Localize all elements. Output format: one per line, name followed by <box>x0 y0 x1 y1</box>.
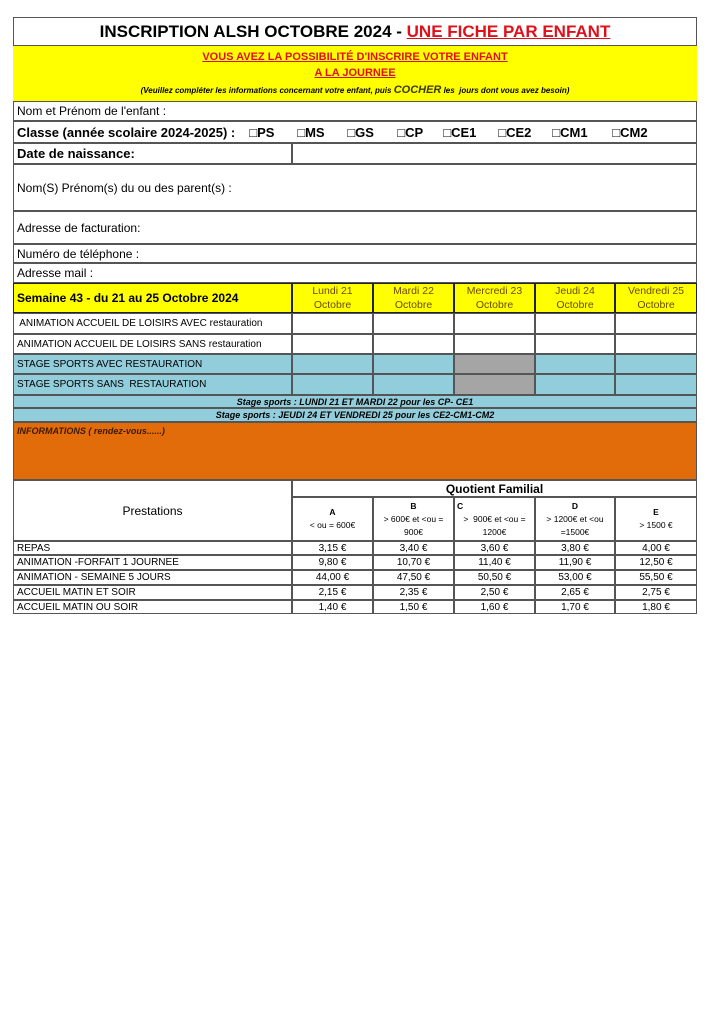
activity-alsh-without-meal: ANIMATION ACCUEIL DE LOISIRS SANS restauration <box>13 334 292 354</box>
sports-note-2: Stage sports : JEUDI 24 ET VENDREDI 25 pour les CE2-CM1-CM2 <box>13 408 697 422</box>
birth-date-input[interactable] <box>292 143 697 164</box>
price-cell: 2,75 € <box>615 585 697 600</box>
phone-field[interactable]: Numéro de téléphone : <box>13 244 697 263</box>
price-cell: 2,50 € <box>454 585 535 600</box>
price-cell: 3,15 € <box>292 541 373 555</box>
checkbox-alsh-nomeal-thu[interactable] <box>535 334 615 354</box>
information-label: INFORMATIONS ( rendez-vous......) <box>17 426 165 436</box>
price-cell: 47,50 € <box>373 570 454 585</box>
checkbox-sports-nomeal-tue[interactable] <box>373 374 454 395</box>
parents-field[interactable]: Nom(S) Prénom(s) du ou des parent(s) : <box>13 164 697 211</box>
checkbox-sports-nomeal-mon[interactable] <box>292 374 373 395</box>
checkbox-alsh-nomeal-mon[interactable] <box>292 334 373 354</box>
activity-sports-with-meal: STAGE SPORTS AVEC RESTAURATION <box>13 354 292 374</box>
price-cell: 3,40 € <box>373 541 454 555</box>
checkbox-sports-nomeal-fri[interactable] <box>615 374 697 395</box>
price-cell: 2,15 € <box>292 585 373 600</box>
checkbox-sports-meal-mon[interactable] <box>292 354 373 374</box>
price-cell: 44,00 € <box>292 570 373 585</box>
price-row-label: ACCUEIL MATIN OU SOIR <box>13 600 292 614</box>
price-cell: 55,50 € <box>615 570 697 585</box>
price-cell: 50,50 € <box>454 570 535 585</box>
price-row-label: REPAS <box>13 541 292 555</box>
price-row-label: ANIMATION -FORFAIT 1 JOURNEE <box>13 555 292 570</box>
class-option-ms[interactable]: □MS <box>297 124 325 140</box>
class-option-cp[interactable]: □CP <box>397 124 424 140</box>
checkbox-alsh-meal-mon[interactable] <box>292 313 373 334</box>
price-cell: 3,60 € <box>454 541 535 555</box>
price-row-label: ACCUEIL MATIN ET SOIR <box>13 585 292 600</box>
class-option-gs[interactable]: □GS <box>347 124 374 140</box>
child-name-field[interactable]: Nom et Prénom de l'enfant : <box>13 101 697 121</box>
price-cell: 1,40 € <box>292 600 373 614</box>
activity-alsh-with-meal: ANIMATION ACCUEIL DE LOISIRS AVEC restauration <box>13 313 292 334</box>
price-cell: 1,50 € <box>373 600 454 614</box>
bracket-a-header: A < ou = 600€ <box>292 497 373 541</box>
class-option-ps[interactable]: □PS <box>249 124 275 140</box>
checkbox-alsh-meal-fri[interactable] <box>615 313 697 334</box>
checkbox-alsh-nomeal-tue[interactable] <box>373 334 454 354</box>
day-header-wednesday: Mercredi 23 Octobre <box>454 283 535 313</box>
price-cell: 11,90 € <box>535 555 615 570</box>
checkbox-sports-nomeal-thu[interactable] <box>535 374 615 395</box>
price-cell: 9,80 € <box>292 555 373 570</box>
class-option-cm2[interactable]: □CM2 <box>612 124 648 140</box>
title-main: INSCRIPTION ALSH OCTOBRE 2024 - <box>99 21 407 41</box>
class-label: Classe (année scolaire 2024-2025) : <box>17 124 236 140</box>
class-field <box>13 121 697 143</box>
quotient-familial-header: Quotient Familial <box>292 480 697 497</box>
checkbox-alsh-nomeal-wed[interactable] <box>454 334 535 354</box>
banner-instruction: (Veuillez compléter les informations concernant votre enfant, puis COCHER les jours dont vous avez besoin) <box>140 84 570 96</box>
bracket-e-header: E > 1500 € <box>615 497 697 541</box>
bracket-c-header: C > 900€ et <ou = 1200€ <box>454 497 535 541</box>
billing-address-field[interactable]: Adresse de facturation: <box>13 211 697 244</box>
class-option-ce1[interactable]: □CE1 <box>443 124 477 140</box>
class-option-cm1[interactable]: □CM1 <box>552 124 588 140</box>
checkbox-alsh-meal-wed[interactable] <box>454 313 535 334</box>
checkbox-alsh-meal-tue[interactable] <box>373 313 454 334</box>
day-header-monday: Lundi 21 Octobre <box>292 283 373 313</box>
price-cell: 1,70 € <box>535 600 615 614</box>
title-highlight: UNE FICHE PAR ENFANT <box>406 21 611 41</box>
price-cell: 11,40 € <box>454 555 535 570</box>
checkbox-sports-meal-thu[interactable] <box>535 354 615 374</box>
disabled-sports-nomeal-wed <box>454 374 535 395</box>
prestations-header: Prestations <box>13 480 292 541</box>
day-header-friday: Vendredi 25 Octobre <box>615 283 697 313</box>
email-field[interactable]: Adresse mail : <box>13 263 697 283</box>
class-option-ce2[interactable]: □CE2 <box>498 124 532 140</box>
cocher-keyword: COCHER <box>393 84 442 96</box>
birth-date-label: Date de naissance: <box>13 143 292 164</box>
price-cell: 53,00 € <box>535 570 615 585</box>
checkbox-sports-meal-fri[interactable] <box>615 354 697 374</box>
banner-line-2: A LA JOURNEE <box>314 67 396 79</box>
disabled-sports-meal-wed <box>454 354 535 374</box>
info-banner <box>13 46 697 101</box>
price-cell: 4,00 € <box>615 541 697 555</box>
bracket-d-header: D > 1200€ et <ou =1500€ <box>535 497 615 541</box>
checkbox-sports-meal-tue[interactable] <box>373 354 454 374</box>
day-header-thursday: Jeudi 24 Octobre <box>535 283 615 313</box>
activity-sports-without-meal: STAGE SPORTS SANS RESTAURATION <box>13 374 292 395</box>
price-cell: 1,80 € <box>615 600 697 614</box>
price-cell: 2,65 € <box>535 585 615 600</box>
week-label: Semaine 43 - du 21 au 25 Octobre 2024 <box>13 283 292 313</box>
checkbox-alsh-meal-thu[interactable] <box>535 313 615 334</box>
information-box <box>13 422 697 480</box>
banner-line-1: VOUS AVEZ LA POSSIBILITÉ D'INSCRIRE VOTRE ENFANT <box>202 51 508 63</box>
form-title <box>13 17 697 46</box>
price-cell: 3,80 € <box>535 541 615 555</box>
day-header-tuesday: Mardi 22 Octobre <box>373 283 454 313</box>
sports-note-1: Stage sports : LUNDI 21 ET MARDI 22 pour les CP- CE1 <box>13 395 697 408</box>
price-row-label: ANIMATION - SEMAINE 5 JOURS <box>13 570 292 585</box>
price-cell: 2,35 € <box>373 585 454 600</box>
price-cell: 10,70 € <box>373 555 454 570</box>
price-cell: 12,50 € <box>615 555 697 570</box>
bracket-b-header: B > 600€ et <ou = 900€ <box>373 497 454 541</box>
price-cell: 1,60 € <box>454 600 535 614</box>
checkbox-alsh-nomeal-fri[interactable] <box>615 334 697 354</box>
